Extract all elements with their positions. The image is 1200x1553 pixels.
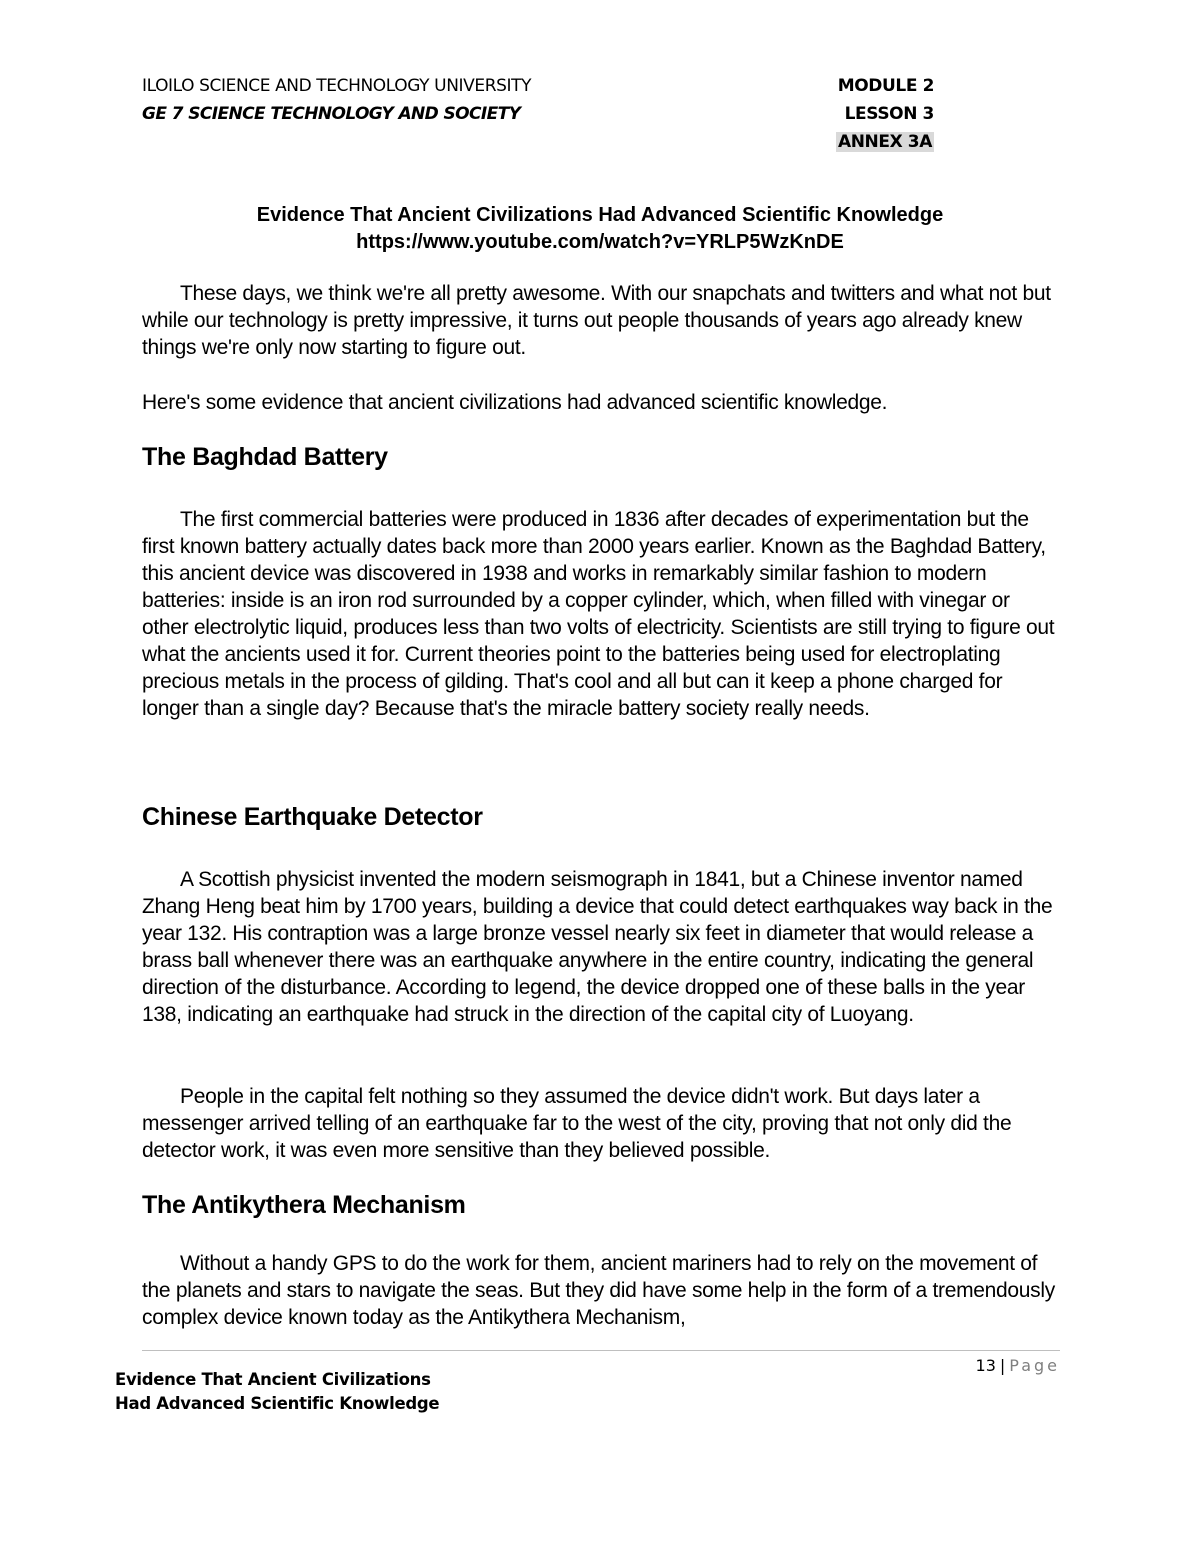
page-label: Page <box>1009 1356 1060 1375</box>
annex-label: ANNEX 3A <box>837 132 932 152</box>
page-number-value: 13 <box>975 1356 996 1375</box>
intro-paragraph-2: Here's some evidence that ancient civilizations had advanced scientific knowledge. <box>142 391 888 414</box>
baghdad-paragraph: The first commercial batteries were produced in 1836 after decades of experimentation but the first known battery actually dates back more than 2000 years earlier. Known as the Baghdad Battery, this ancient device was discovered in 1938 and works in remarkably similar fashion to modern batteries: inside is an iron rod surrounded by a copper cylinder, which, when filled with vinegar or other electrolytic liquid, produces less than two volts of electricity. Scientists are still trying to figure out what the ancients used it for. Current theories point to the batteries being used for electroplating precious metals in the process of gilding. That's cool and all but can it keep a phone charged for longer than a single day? Because that's the miracle battery society really needs. <box>142 508 1055 720</box>
footer-title-line-2: Had Advanced Scientific Knowledge <box>115 1394 440 1413</box>
university-name: ILOILO SCIENCE AND TECHNOLOGY UNIVERSITY <box>142 76 532 96</box>
document-title <box>142 202 1058 256</box>
source-link[interactable]: https://www.youtube.com/watch?v=YRLP5WzKnDE <box>356 231 844 253</box>
chinese-paragraph-2: People in the capital felt nothing so they assumed the device didn't work. But days later a messenger arrived telling of an earthquake far to the west of the city, proving that not only did the detector work, it was even more sensitive than they believed possible. <box>142 1085 1012 1162</box>
lesson-label: LESSON 3 <box>844 104 934 124</box>
footer-title <box>115 1368 439 1416</box>
intro-paragraph-1: These days, we think we're all pretty awesome. With our snapchats and twitters and what not but while our technology is pretty impressive, it turns out people thousands of years ago already knew things we're only now starting to figure out. <box>142 282 1051 359</box>
course-title: GE 7 SCIENCE TECHNOLOGY AND SOCIETY <box>142 104 521 124</box>
footer-title-line-1: Evidence That Ancient Civilizations <box>115 1370 431 1389</box>
footer-divider <box>142 1350 1060 1351</box>
page-number <box>850 1356 1060 1375</box>
module-label: MODULE 2 <box>837 76 934 96</box>
section-heading-antikythera: The Antikythera Mechanism <box>142 1191 466 1219</box>
header-right <box>834 72 934 156</box>
section-heading-chinese: Chinese Earthquake Detector <box>142 803 483 831</box>
header-left <box>142 72 531 128</box>
title-heading: Evidence That Ancient Civilizations Had Advanced Scientific Knowledge <box>256 204 944 226</box>
page-separator: | <box>999 1356 1006 1375</box>
section-heading-baghdad: The Baghdad Battery <box>142 443 388 471</box>
chinese-paragraph-1: A Scottish physicist invented the modern seismograph in 1841, but a Chinese inventor named Zhang Heng beat him by 1700 years, building a device that could detect earthquakes way back in the year 132. His contraption was a large bronze vessel nearly six feet in diameter that would release a brass ball whenever there was an earthquake anywhere in the entire country, indicating the general direction of the disturbance. According to legend, the device dropped one of these balls in the year 138, indicating an earthquake had struck in the direction of the capital city of Luoyang. <box>142 868 1053 1026</box>
antikythera-paragraph: Without a handy GPS to do the work for them, ancient mariners had to rely on the movement of the planets and stars to navigate the seas. But they did have some help in the form of a tremendously complex device known today as the Antikythera Mechanism, <box>142 1252 1055 1329</box>
